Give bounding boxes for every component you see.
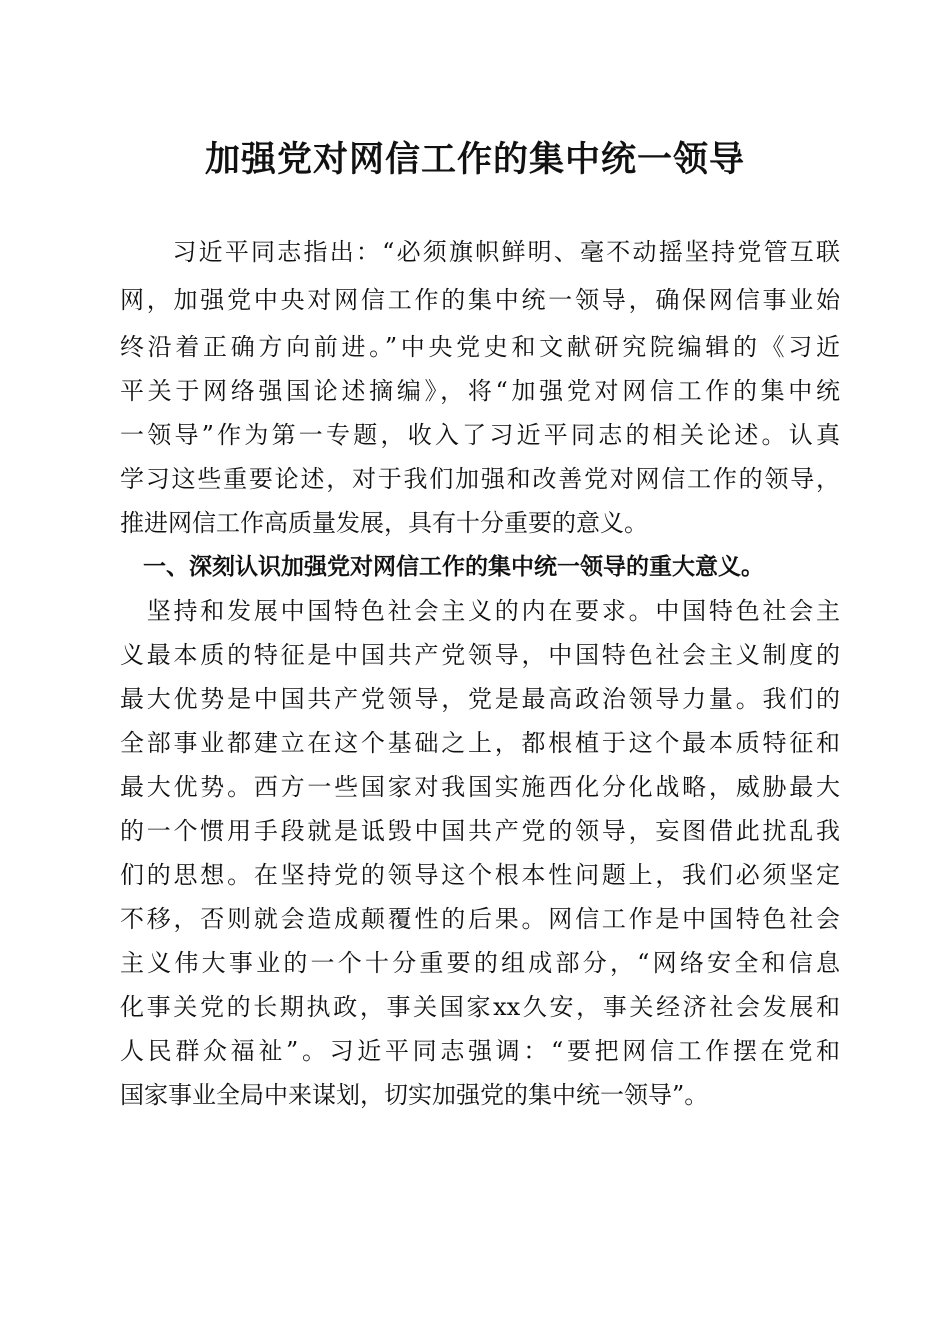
paragraph-line: 的一个惯用手段就是诋毁中国共产党的领导，妄图借此扰乱我 [120, 817, 840, 845]
paragraph-line: 习近平同志指出：“必须旗帜鲜明、毫不动摇坚持党管互联 [120, 238, 840, 266]
paragraph-line: 终沿着正确方向前进。”中央党史和文献研究院编辑的《习近 [120, 333, 840, 361]
paragraph-line: 化事关党的长期执政，事关国家xx久安，事关经济社会发展和 [120, 993, 840, 1021]
paragraph-line: 全部事业都建立在这个基础之上，都根植于这个最本质特征和 [120, 729, 840, 757]
paragraph-line: 义最本质的特征是中国共产党领导，中国特色社会主义制度的 [120, 641, 840, 669]
paragraph-line: 们的思想。在坚持党的领导这个根本性问题上，我们必须坚定 [120, 861, 840, 889]
paragraph-line: 最大优势是中国共产党领导，党是最高政治领导力量。我们的 [120, 685, 840, 713]
paragraph-line: 主义伟大事业的一个十分重要的组成部分，“网络安全和信息 [120, 949, 840, 977]
paragraph-line: 一领导”作为第一专题，收入了习近平同志的相关论述。认真 [120, 421, 840, 449]
paragraph-line: 平关于网络强国论述摘编》，将“加强党对网信工作的集中统 [120, 377, 840, 405]
section-heading: 一、深刻认识加强党对网信工作的集中统一领导的重大意义。 [120, 554, 764, 580]
paragraph-line: 国家事业全局中来谋划，切实加强党的集中统一领导”。 [120, 1081, 709, 1109]
paragraph-line: 推进网信工作高质量发展，具有十分重要的意义。 [120, 509, 648, 537]
paragraph-line: 最大优势。西方一些国家对我国实施西化分化战略，威胁最大 [120, 773, 840, 801]
paragraph-line: 网，加强党中央对网信工作的集中统一领导，确保网信事业始 [120, 286, 840, 314]
document-title: 加强党对网信工作的集中统一领导 [204, 139, 745, 180]
paragraph-line: 学习这些重要论述，对于我们加强和改善党对网信工作的领导， [120, 465, 840, 493]
paragraph-line: 坚持和发展中国特色社会主义的内在要求。中国特色社会主 [120, 597, 840, 625]
paragraph-line: 人民群众福祉”。习近平同志强调：“要把网信工作摆在党和 [120, 1037, 840, 1065]
paragraph-line: 不移，否则就会造成颠覆性的后果。网信工作是中国特色社会 [120, 905, 840, 933]
